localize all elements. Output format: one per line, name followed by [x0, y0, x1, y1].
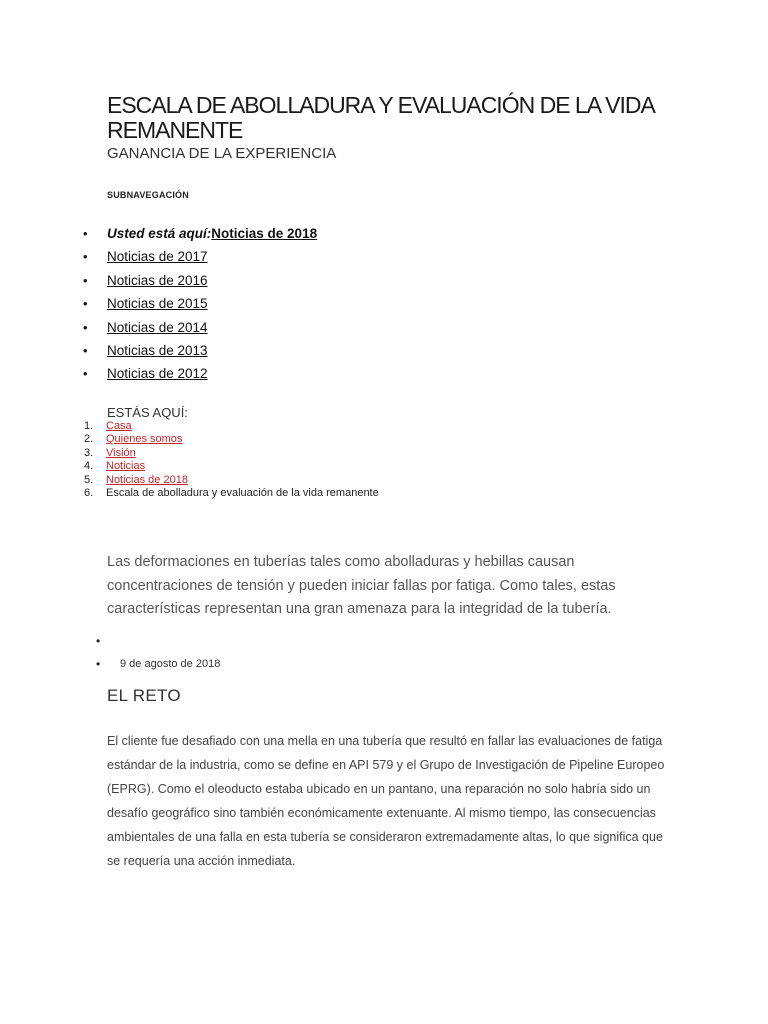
subnav-link-2013[interactable]: Noticias de 2013	[107, 342, 208, 358]
subnav-item	[0, 292, 317, 315]
breadcrumb-label: ESTÁS AQUÍ:	[107, 405, 188, 420]
article-lead: Las deformaciones en tuberías tales como abolladuras y hebillas causan concentraciones de tensión y pueden iniciar fallas por fatiga. Como tales, estas características representan una gran amenaza para la integridad de la tubería.	[107, 554, 616, 617]
breadcrumb-link-about[interactable]: Quienes somos	[106, 433, 183, 446]
breadcrumb-item	[0, 420, 379, 433]
subnav-item	[0, 269, 317, 292]
page-subtitle: GANANCIA DE LA EXPERIENCIA	[107, 145, 337, 162]
subnav-list	[0, 222, 317, 386]
breadcrumb-item	[0, 447, 379, 460]
breadcrumb-number: 5.	[84, 473, 94, 486]
meta-item-empty	[0, 630, 220, 653]
breadcrumb-item	[0, 433, 379, 446]
breadcrumb-item	[0, 460, 379, 473]
subnav-link-2018[interactable]: Noticias de 2018	[211, 226, 318, 241]
breadcrumb-number: 1.	[84, 420, 94, 432]
section-body: El cliente fue desafiado con una mella en una tubería que resultó en fallar las evaluaciones de fatiga estándar de la industria, como se define en API 579 y el Grupo de Investigación de Pipeline Europeo (EPRG). Como el oleoducto estaba ubicado en un pantano, una reparación no solo habría sido un desafío geográfico sino también económicamente extenuante. Al mismo tiempo, las consecuencias ambientales de una falla en esta tubería se consideraron extremadamente altas, lo que significa que se requería una acción inmediata.	[107, 734, 665, 868]
breadcrumb-current: Escala de abolladura y evaluación de la vida remanente	[106, 486, 379, 499]
subnav-link-2012[interactable]: Noticias de 2012	[107, 366, 208, 382]
subnav-label: SUBNAVEGACIÓN	[107, 190, 189, 200]
article-meta	[0, 630, 220, 676]
page-title: ESCALA DE ABOLLADURA Y EVALUACIÓN DE LA VIDA REMANENTE	[107, 92, 654, 143]
breadcrumb-link-news[interactable]: Noticias	[106, 460, 146, 473]
subnav-link-2014[interactable]: Noticias de 2014	[107, 319, 208, 335]
breadcrumb	[0, 420, 379, 500]
subnav-item	[0, 339, 317, 362]
subnav-link-2015[interactable]: Noticias de 2015	[107, 296, 208, 312]
breadcrumb-number: 6.	[84, 486, 94, 499]
breadcrumb-link-home[interactable]: Casa	[106, 420, 132, 432]
subnav-link-2017[interactable]: Noticias de 2017	[107, 249, 208, 265]
meta-item-date: • 9 de agosto de 2018	[0, 653, 220, 676]
subnav-item-current	[0, 222, 317, 245]
subnav-item	[0, 362, 317, 385]
subnav-item	[0, 316, 317, 339]
breadcrumb-item	[0, 474, 379, 487]
breadcrumb-link-news-2018[interactable]: Noticias de 2018	[106, 473, 188, 486]
breadcrumb-link-vision[interactable]: Visión	[106, 446, 136, 459]
breadcrumb-number: 4.	[84, 460, 94, 473]
subnav-link-2016[interactable]: Noticias de 2016	[107, 272, 208, 288]
breadcrumb-number: 2.	[84, 433, 94, 446]
breadcrumb-number: 3.	[84, 446, 94, 459]
section-title: EL RETO	[107, 686, 181, 705]
subnav-item	[0, 245, 317, 268]
breadcrumb-item	[0, 487, 379, 500]
current-location-label: Usted está aquí:	[107, 226, 212, 241]
